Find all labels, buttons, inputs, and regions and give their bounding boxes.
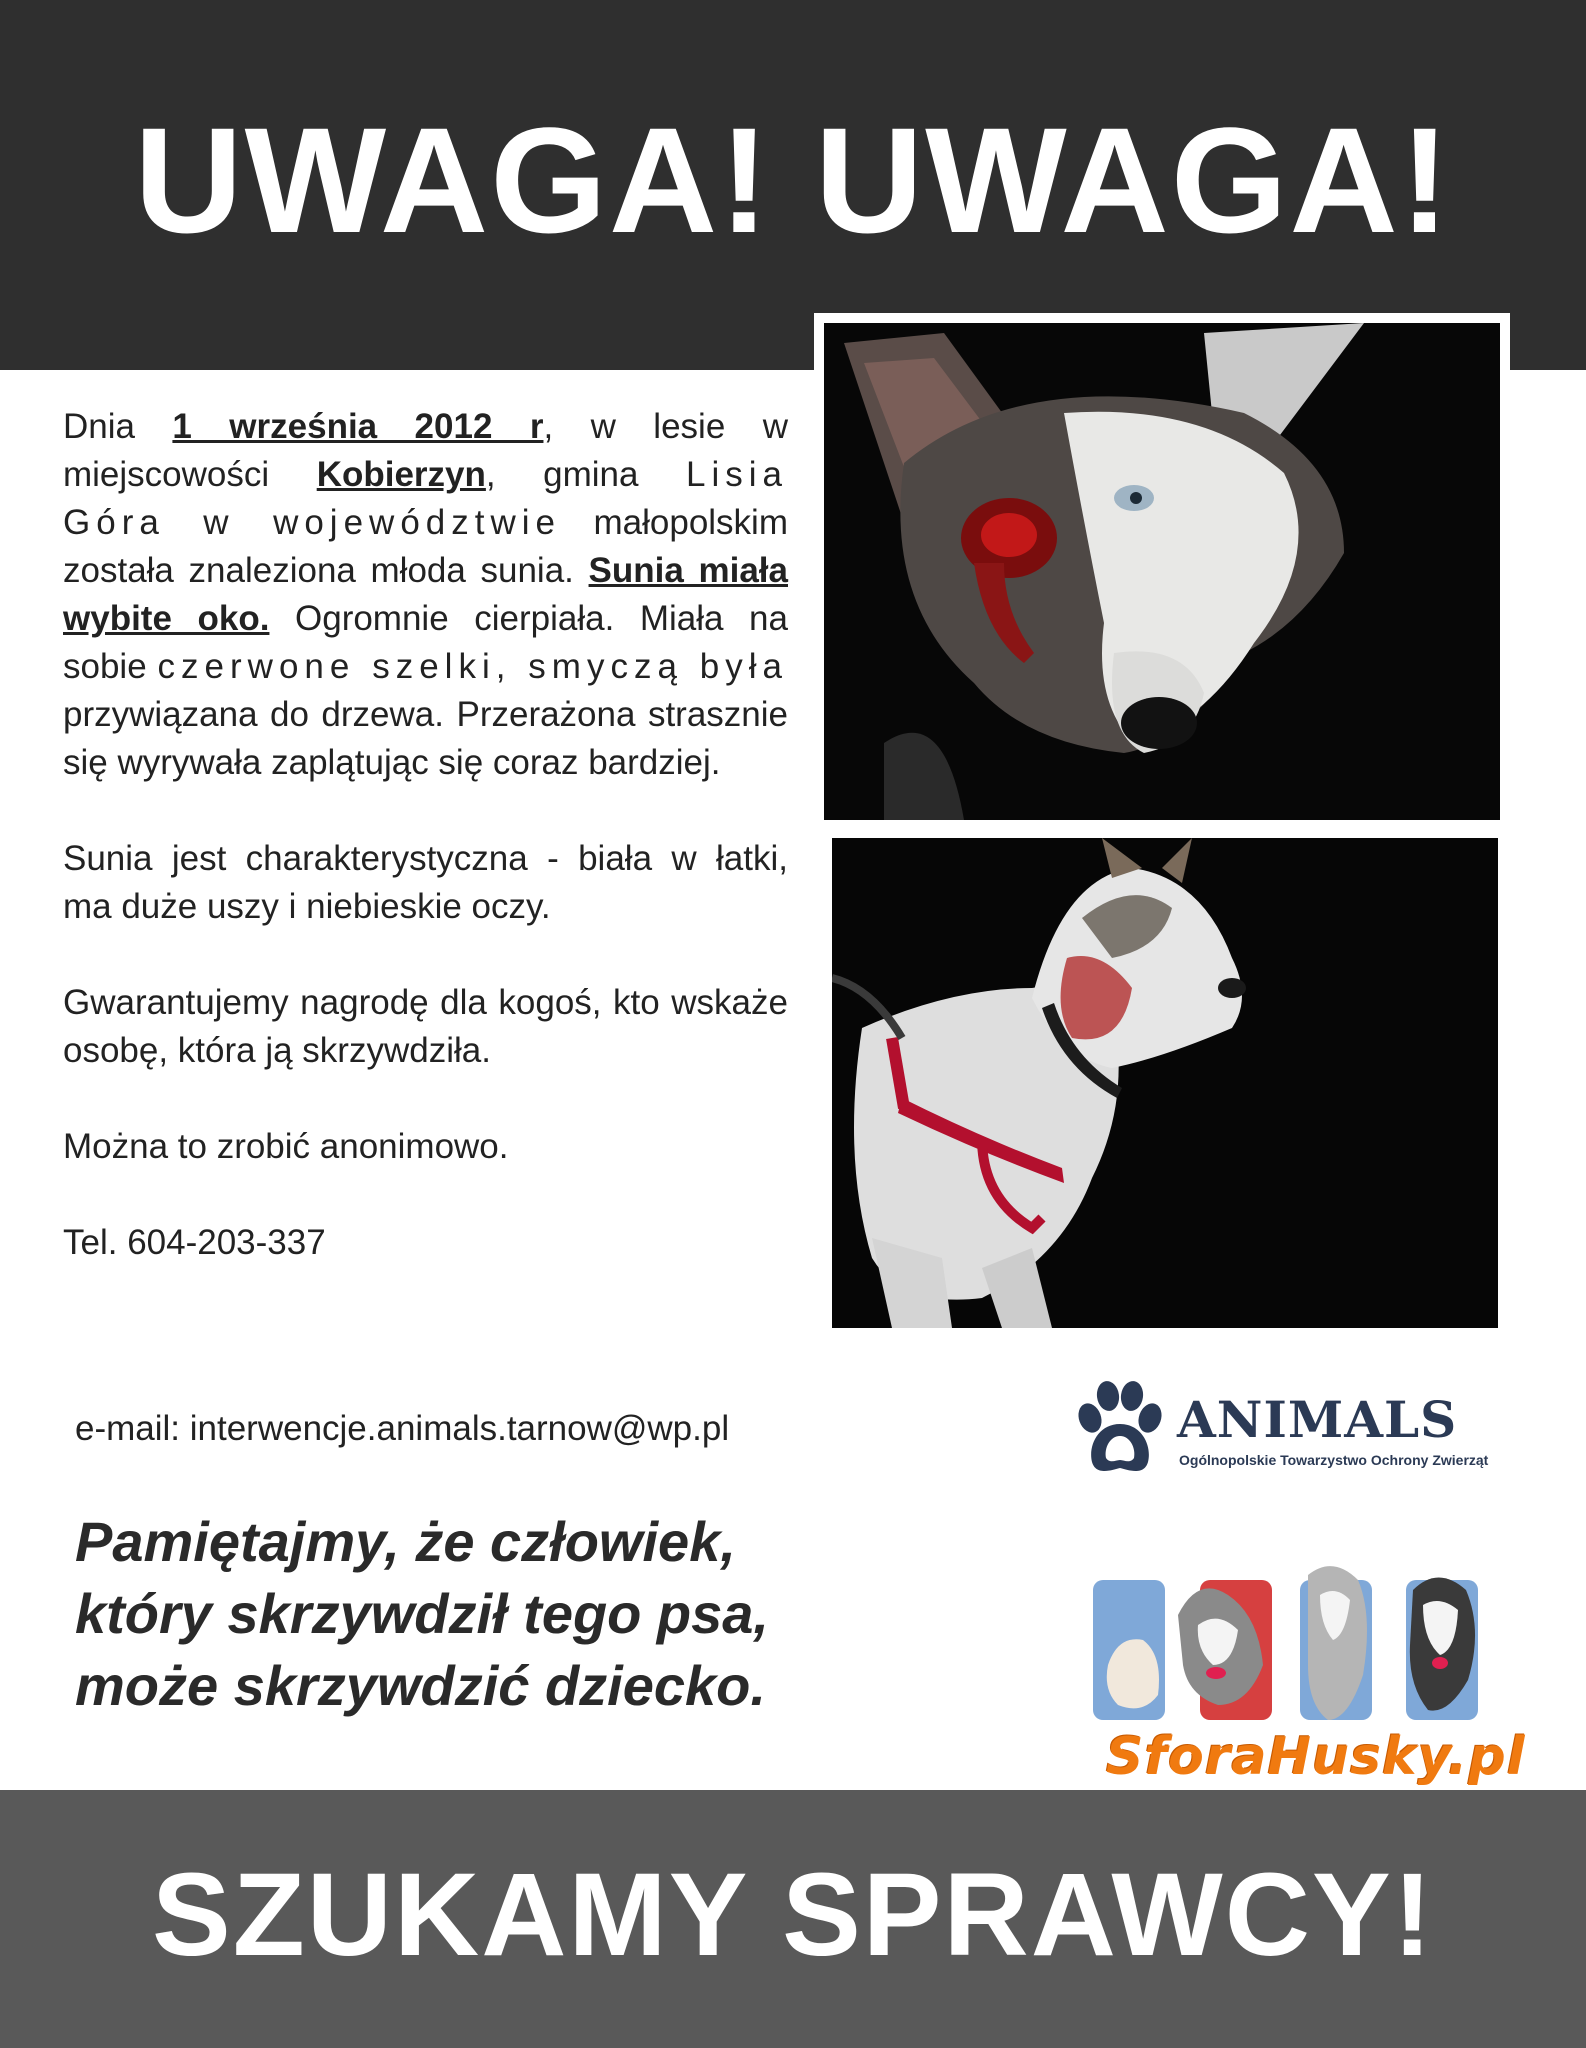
description-paragraph: Sunia jest charakterystyczna - biała w łatki, ma duże uszy i niebieskie oczy. — [63, 839, 788, 926]
sforahusky-name: SforaHusky.pl — [1106, 1727, 1526, 1787]
slogan — [75, 1506, 835, 1722]
paw-icon — [1072, 1380, 1167, 1480]
dog-photo-harness — [822, 828, 1508, 1338]
phone-number: Tel. 604-203-337 — [63, 1223, 326, 1262]
animals-name: ANIMALS — [1177, 1390, 1458, 1449]
husky-dogs-icon — [1088, 1555, 1488, 1730]
slogan-line-1: Pamiętajmy, że człowiek, — [75, 1510, 736, 1573]
incident-paragraph: Dnia 1 września 2012 r, w lesie w miejscowości Kobierzyn, gmina Lisia Góra w województwie małopolskim została znaleziona młoda sunia. Sunia miała wybite oko. Ogromnie cierpiała. Miała na sobie czerwone szelki, smyczą była przywiązana do drzewa. Przerażona strasznie się wyrywała zaplątując się coraz bardziej. — [63, 407, 788, 782]
email-address: e-mail: interwencje.animals.tarnow@wp.pl — [75, 1409, 730, 1448]
incident-place: Kobierzyn — [316, 455, 486, 494]
animals-subtitle: Ogólnopolskie Towarzystwo Ochrony Zwierząt — [1179, 1452, 1489, 1468]
animals-logo — [1072, 1380, 1489, 1490]
dog-photo-closeup — [814, 313, 1510, 830]
footer-title: SZUKAMY SPRAWCY! — [151, 1849, 1434, 1981]
reward-paragraph: Gwarantujemy nagrodę dla kogoś, kto wskaże osobę, która ją skrzywdziła. — [63, 983, 788, 1070]
slogan-line-2: który skrzywdził tego psa, — [75, 1582, 769, 1645]
headline: UWAGA! UWAGA! — [134, 96, 1452, 264]
sforahusky-logo — [1088, 1555, 1526, 1787]
description-text — [63, 403, 788, 1267]
anonymous-note: Można to zrobić anonimowo. — [63, 1127, 509, 1166]
incident-date: 1 września 2012 r — [172, 407, 544, 446]
slogan-line-3: może skrzywdzić dziecko. — [75, 1654, 766, 1717]
injury-statement: Sunia miała wybite oko. — [63, 551, 788, 638]
